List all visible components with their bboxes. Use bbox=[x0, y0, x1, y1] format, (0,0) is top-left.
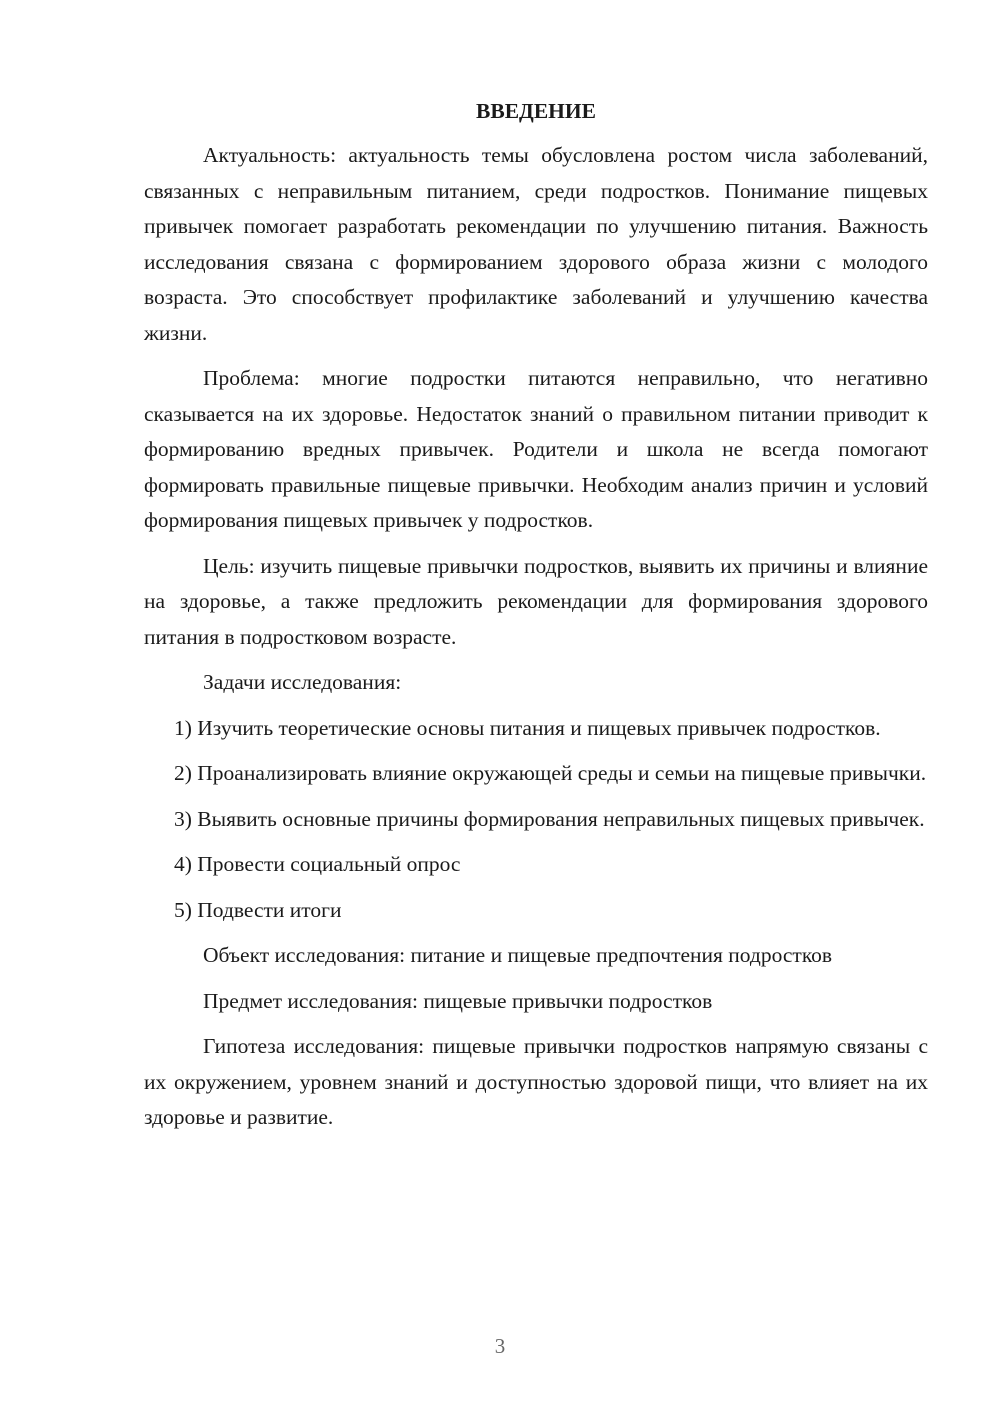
task-item-3: 3) Выявить основные причины формирования неправильных пищевых привычек. bbox=[174, 806, 925, 831]
task-item-1: 1) Изучить теоретические основы питания и пищевых привычек подростков. bbox=[174, 715, 881, 740]
paragraph-subject: Предмет исследования: пищевые привычки подростков bbox=[203, 988, 713, 1013]
paragraph-object: Объект исследования: питание и пищевые предпочтения подростков bbox=[203, 943, 833, 967]
paragraph-hypothesis: Гипотеза исследования: пищевые привычки подростков напрямую связаны с их окружением, уровнем знаний и доступностью здоровой пищи, что влияет на их здоровье и развитие. bbox=[144, 1034, 928, 1129]
section-title: ВВЕДЕНИЕ bbox=[476, 99, 596, 123]
tasks-heading: Задачи исследования: bbox=[203, 670, 402, 694]
task-item-5: 5) Подвести итоги bbox=[174, 897, 342, 922]
paragraph-problem: Проблема: многие подростки питаются неправильно, что негативно сказывается на их здоровье. Недостаток знаний о правильном питании приводит к формированию вредных привычек. Родители и школа не всегда помогают формировать правильные пищевые привычки. Необходим анализ причин и условий формирования пищевых привычек у подростков. bbox=[144, 366, 928, 532]
task-item-4: 4) Провести социальный опрос bbox=[174, 852, 461, 876]
task-item-2: 2) Проанализировать влияние окружающей среды и семьи на пищевые привычки. bbox=[174, 761, 927, 785]
page-number: 3 bbox=[494, 1334, 506, 1358]
paragraph-goal: Цель: изучить пищевые привычки подростков, выявить их причины и влияние на здоровье, а также предложить рекомендации для формирования здорового питания в подростковом возрасте. bbox=[144, 553, 928, 649]
paragraph-relevance: Актуальность: актуальность темы обусловлена ростом числа заболеваний, связанных с неправильным питанием, среди подростков. Понимание пищевых привычек помогает разработать рекомендации по улучшению питания. Важность исследования связана с формированием здорового образа жизни с молодого возраста. Это способствует профилактике заболеваний и улучшению качества жизни. bbox=[144, 143, 928, 345]
page-body bbox=[144, 96, 928, 1146]
